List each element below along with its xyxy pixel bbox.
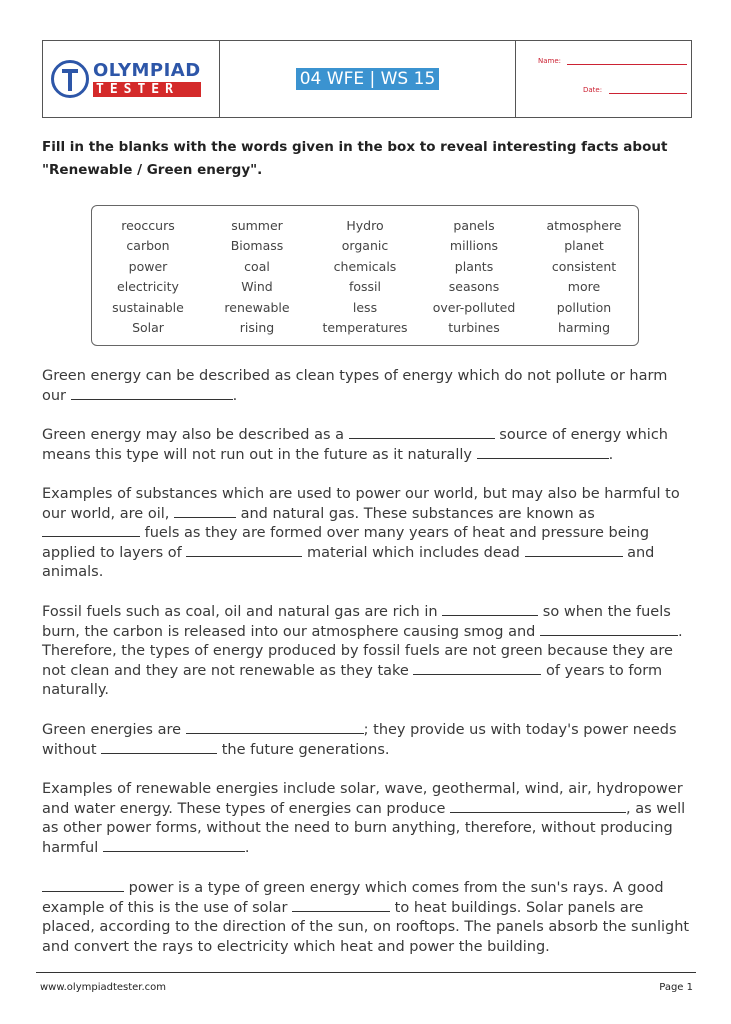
- blank-field[interactable]: [42, 879, 124, 892]
- text-segment: source of energy which means this type will not run out in the future as it naturally: [42, 427, 668, 463]
- blank-field[interactable]: [292, 899, 390, 912]
- word-item: summer: [231, 218, 283, 233]
- paragraph-3: [42, 485, 692, 583]
- blank-field[interactable]: [42, 524, 140, 537]
- text-segment: Green energy can be described as clean types of energy which do not pollute or harm our: [42, 368, 668, 404]
- word-item: planet: [564, 238, 604, 253]
- worksheet-header: [42, 40, 692, 118]
- text-segment: .: [232, 387, 238, 404]
- footer-divider: [36, 972, 696, 973]
- word-item: reoccurs: [121, 218, 175, 233]
- word-item: renewable: [224, 300, 290, 315]
- blank-field[interactable]: [442, 603, 538, 616]
- text-segment: to heat buildings. Solar panels are placed, according to the direction of the sun, on rooftops. The panels absorb the sunlight and convert the rays to electricity which heat and power the building.: [42, 899, 690, 955]
- instructions: Fill in the blanks with the words given in the box to reveal interesting facts about "Renewable / Green energy".: [42, 139, 668, 178]
- word-item: carbon: [126, 238, 170, 253]
- word-item: more: [567, 279, 601, 294]
- text-segment: Examples of renewable energies include solar, wave, geothermal, wind, air, hydropower and water energy. These types of energies can produce: [42, 781, 683, 817]
- text-segment: power is a type of green energy which comes from the sun's rays. A good example of this is the use of solar: [42, 880, 664, 916]
- word-item: temperatures: [322, 320, 408, 335]
- logo-t-icon: [51, 60, 89, 98]
- text-segment: of years to form naturally.: [42, 662, 663, 699]
- word-item: rising: [239, 320, 275, 335]
- logo: [43, 41, 220, 117]
- logo-top-text: OLYMPIAD: [93, 60, 201, 81]
- word-item: Hydro: [346, 218, 384, 233]
- blank-field[interactable]: [174, 505, 236, 518]
- word-item: electricity: [117, 279, 179, 294]
- blank-field[interactable]: [101, 741, 217, 754]
- word-item: Solar: [132, 320, 164, 335]
- word-item: pollution: [556, 300, 612, 315]
- paragraph-7: [42, 879, 692, 957]
- footer-page-number: Page 1: [659, 982, 693, 993]
- word-item: seasons: [448, 279, 500, 294]
- blank-field[interactable]: [413, 662, 541, 675]
- paragraph-4: [42, 603, 692, 701]
- text-segment: the future generations.: [217, 741, 390, 758]
- word-item: harming: [557, 320, 611, 335]
- word-item: chemicals: [333, 259, 397, 274]
- word-item: panels: [453, 218, 495, 233]
- paragraph-2: [42, 426, 692, 465]
- name-date-cell: [516, 41, 691, 117]
- word-item: Wind: [241, 279, 273, 294]
- paragraph-1: [42, 367, 692, 406]
- text-segment: Fossil fuels such as coal, oil and natural gas are rich in: [42, 604, 443, 620]
- text-segment: so when the fuels burn, the carbon is released into our atmosphere causing smog and: [42, 604, 671, 640]
- text-segment: material which includes dead: [302, 544, 525, 561]
- word-item: consistent: [551, 259, 617, 274]
- word-item: coal: [244, 259, 270, 274]
- text-segment: ; they provide us with today's power needs without: [42, 722, 677, 758]
- word-item: over-polluted: [432, 300, 516, 315]
- blank-field[interactable]: [71, 387, 233, 400]
- blank-field[interactable]: [186, 721, 364, 734]
- footer-website: www.olympiadtester.com: [40, 982, 167, 993]
- word-item: fossil: [348, 279, 382, 294]
- word-item: less: [352, 300, 378, 315]
- blank-field[interactable]: [186, 544, 302, 557]
- word-item: organic: [341, 238, 389, 253]
- text-segment: .: [244, 839, 250, 856]
- text-segment: .: [608, 446, 614, 463]
- text-segment: Examples of substances which are used to power our world, but may also be harmful to our world, are oil,: [42, 486, 680, 522]
- word-item: plants: [454, 259, 494, 274]
- text-segment: and animals.: [42, 544, 655, 581]
- worksheet-title: 04 WFE | WS 15: [296, 68, 440, 90]
- word-item: power: [128, 259, 168, 274]
- word-item: sustainable: [112, 300, 184, 315]
- word-box: [91, 205, 639, 346]
- blank-field[interactable]: [103, 839, 245, 852]
- blank-field[interactable]: [477, 446, 609, 459]
- logo-bottom-text: TESTER: [93, 82, 201, 97]
- text-segment: fuels as they are formed over many years of heat and pressure being applied to layers of: [42, 525, 650, 561]
- word-item: turbines: [448, 320, 500, 335]
- name-field[interactable]: [567, 64, 687, 65]
- date-field[interactable]: [609, 93, 687, 94]
- blank-field[interactable]: [525, 544, 623, 557]
- text-segment: , as well as other power forms, without the need to burn anything, therefore, without producing harmful: [42, 800, 686, 856]
- word-item: atmosphere: [546, 218, 622, 233]
- word-item: Biomass: [230, 238, 284, 253]
- paragraph-6: [42, 780, 692, 858]
- blank-field[interactable]: [349, 426, 495, 439]
- text-segment: Green energy may also be described as a: [42, 427, 349, 443]
- text-segment: and natural gas. These substances are known as: [235, 505, 595, 522]
- name-label: Name:: [538, 57, 562, 65]
- title-cell: [220, 41, 516, 117]
- paragraph-5: [42, 721, 692, 760]
- word-item: millions: [449, 238, 499, 253]
- date-label: Date:: [583, 86, 603, 94]
- blank-field[interactable]: [540, 623, 678, 636]
- blank-field[interactable]: [450, 800, 626, 813]
- text-segment: Green energies are: [42, 722, 186, 738]
- text-segment: . Therefore, the types of energy produced by fossil fuels are not green because they are not clean and they are not renewable as they take: [42, 623, 683, 679]
